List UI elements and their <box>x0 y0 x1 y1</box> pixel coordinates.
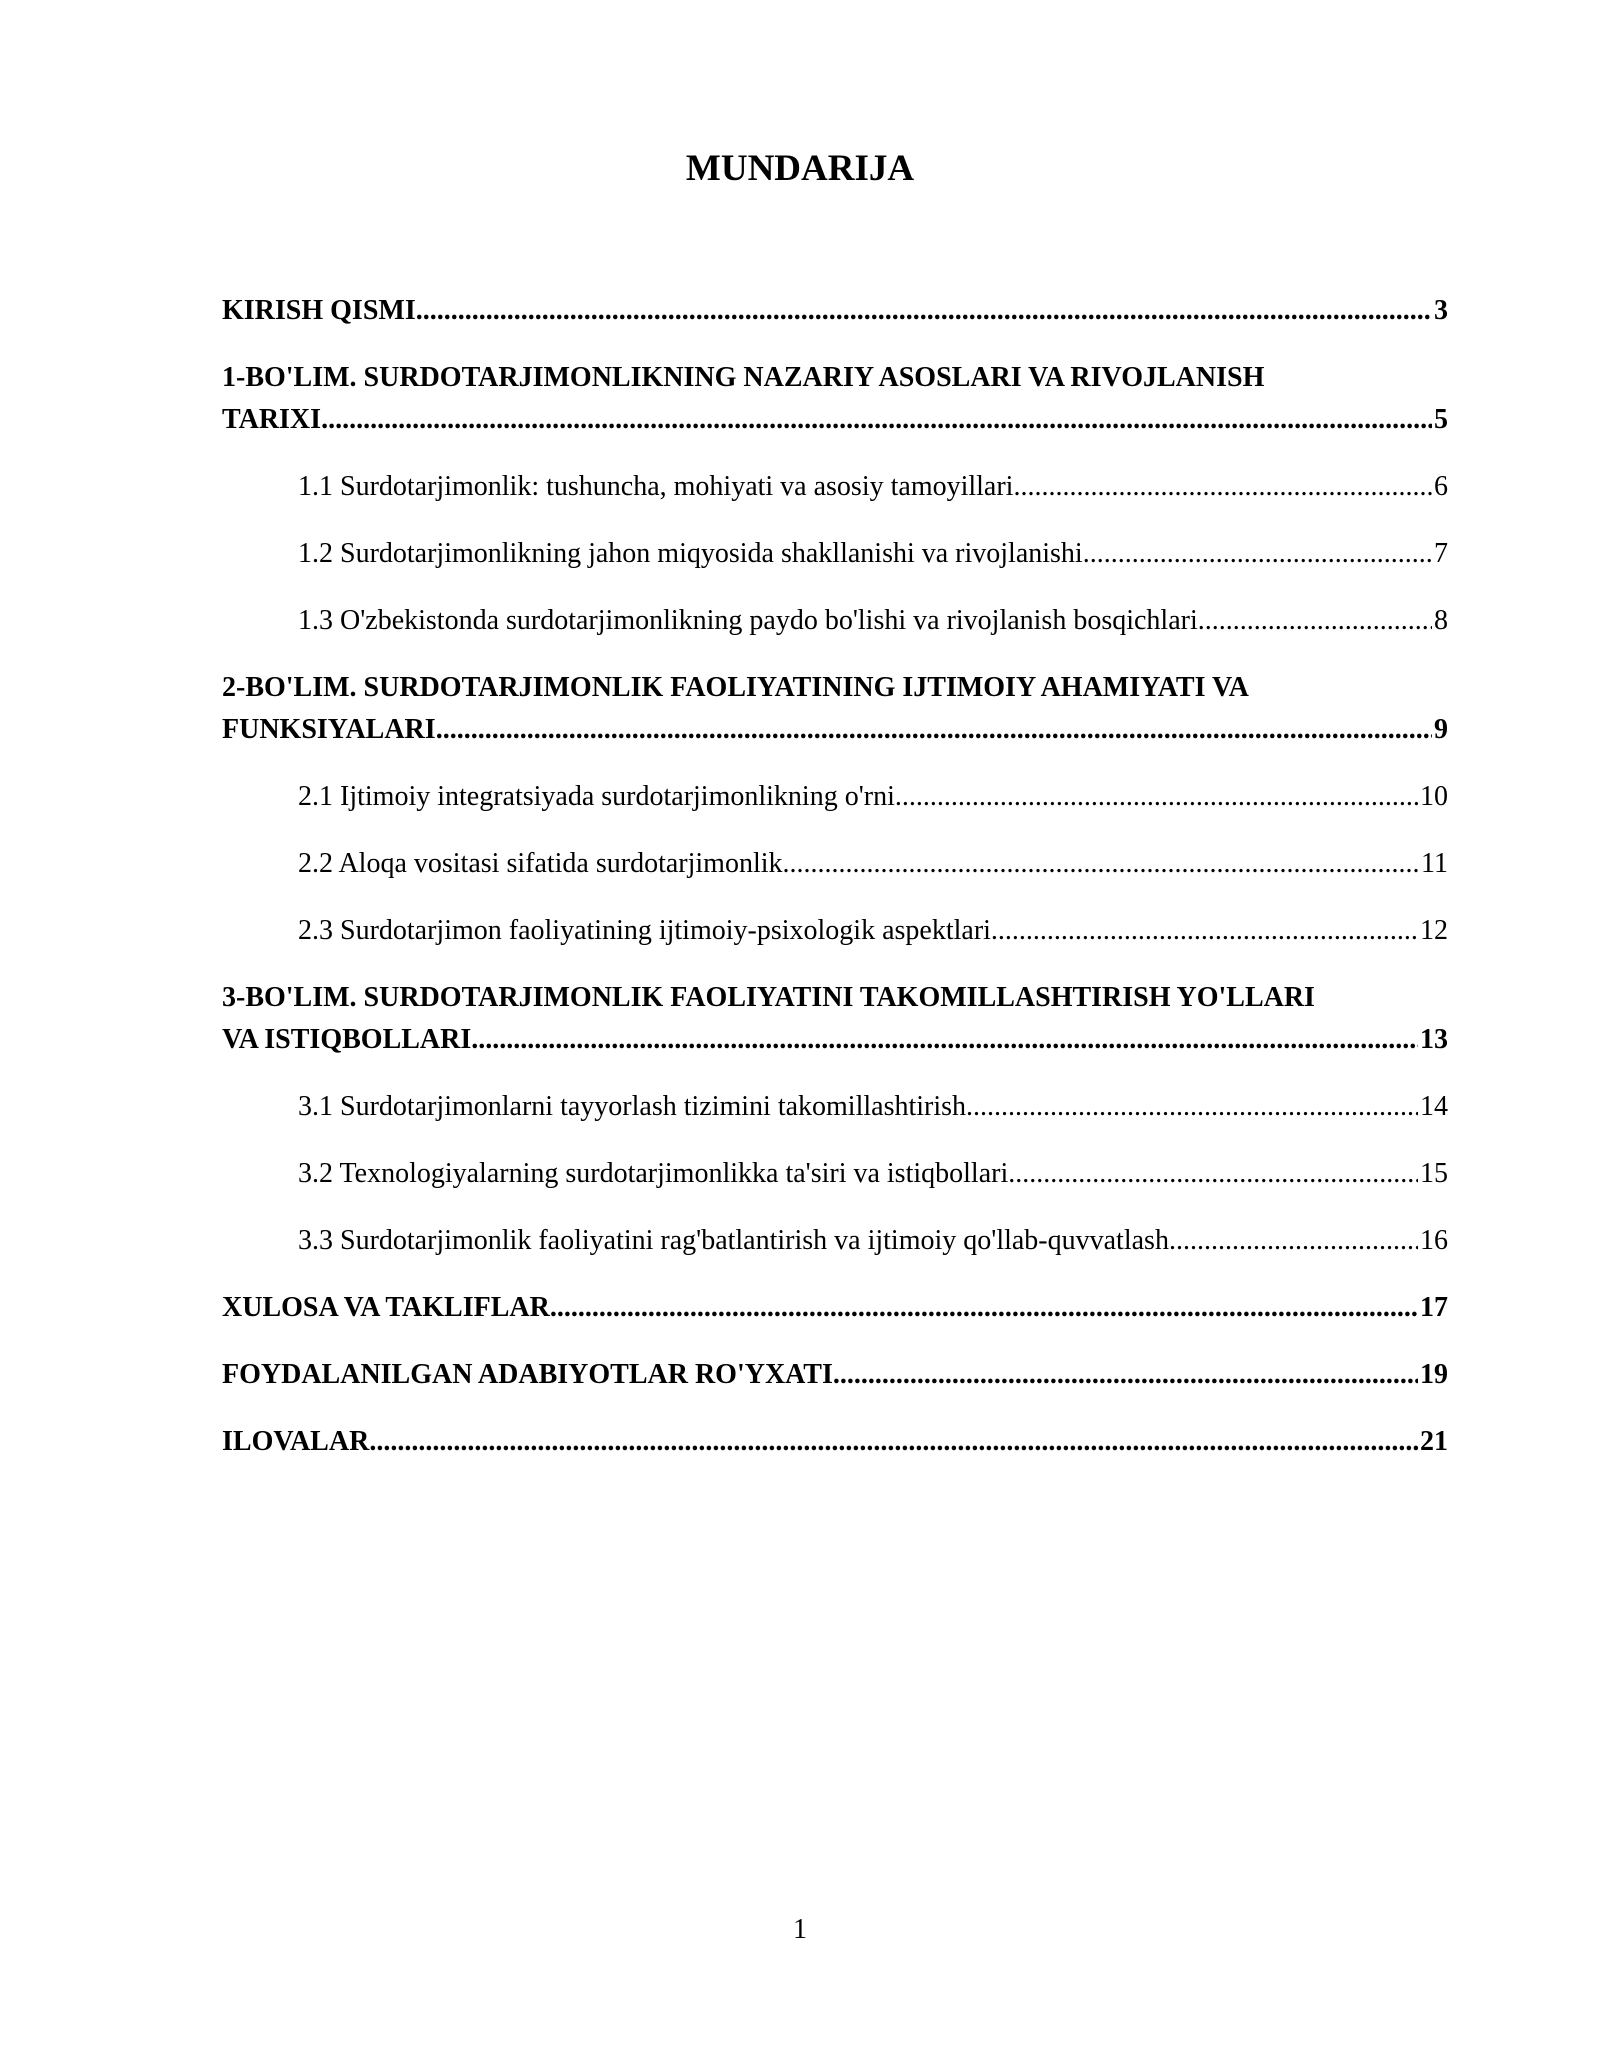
toc-entry-page-number: 12 <box>1420 915 1448 946</box>
dot-leader <box>1008 1153 1418 1195</box>
toc-entry-title: FOYDALANILGAN ADABIYOTLAR RO'YXATI <box>222 1359 833 1390</box>
toc-entry-leader-line <box>222 399 1448 441</box>
toc-entry-title: TARIXI <box>222 404 322 435</box>
toc-entry[interactable] <box>222 1220 1448 1262</box>
toc-entry-title: 3.2 Texnologiyalarning surdotarjimonlikka ta'siri va istiqbollari <box>298 1158 1009 1189</box>
toc-entry-leader-line <box>222 1287 1448 1329</box>
toc-entry-title: 1.3 O'zbekistonda surdotarjimonlikning paydo bo'lishi va rivojlanish bosqichlari <box>298 605 1198 636</box>
toc-entry-title: 2.1 Ijtimoiy integratsiyada surdotarjimonlikning o'rni <box>298 781 895 812</box>
toc-entry-page-number: 14 <box>1420 1091 1448 1122</box>
toc-entry-leader-line <box>222 290 1448 332</box>
toc-entry[interactable] <box>222 667 1448 751</box>
toc-entry-page-number: 13 <box>1420 1024 1448 1055</box>
dot-leader <box>991 910 1418 952</box>
dot-leader <box>369 1421 1418 1463</box>
toc-entry-leader-line <box>298 776 1448 818</box>
toc-entry-page-number: 6 <box>1434 471 1448 502</box>
toc-entry-title: FUNKSIYALARI <box>222 714 436 745</box>
toc-entry[interactable] <box>222 1421 1448 1463</box>
toc-entry-page-number: 9 <box>1434 714 1448 745</box>
toc-entry-page-number: 7 <box>1434 538 1448 569</box>
toc-entry-title: KIRISH QISMI <box>222 295 416 326</box>
toc-entry-title: 1.1 Surdotarjimonlik: tushuncha, mohiyati va asosiy tamoyillari <box>298 471 1014 502</box>
dot-leader <box>895 776 1418 818</box>
toc-entry[interactable] <box>222 1287 1448 1329</box>
toc-entry[interactable] <box>222 1086 1448 1128</box>
toc-entry-page-number: 16 <box>1420 1225 1448 1256</box>
dot-leader <box>783 843 1420 885</box>
dot-leader <box>436 709 1432 751</box>
toc-entry-page-number: 5 <box>1434 404 1448 435</box>
toc-entry-title: 3.3 Surdotarjimonlik faoliyatini rag'batlantirish va ijtimoiy qo'llab-quvvatlash <box>298 1225 1169 1256</box>
toc-entry-title: ILOVALAR <box>222 1426 370 1457</box>
dot-leader <box>1169 1220 1418 1262</box>
toc-entry[interactable] <box>222 1354 1448 1396</box>
toc-entry-page-number: 19 <box>1420 1359 1448 1390</box>
toc-entry-page-number: 15 <box>1420 1158 1448 1189</box>
toc-entry[interactable] <box>222 843 1448 885</box>
toc-entry-leader-line <box>298 843 1448 885</box>
toc-entry[interactable] <box>222 290 1448 332</box>
toc-entry-leader-line <box>298 600 1448 642</box>
toc-entry-title-line: 2-BO'LIM. SURDOTARJIMONLIK FAOLIYATINING IJTIMOIY AHAMIYATI VA <box>222 672 1249 703</box>
footer-page-number: 1 <box>793 1914 807 1945</box>
toc-entry[interactable] <box>222 910 1448 952</box>
dot-leader <box>1198 600 1432 642</box>
dot-leader <box>471 1019 1418 1061</box>
toc-entry[interactable] <box>222 600 1448 642</box>
toc-entry-leader-line <box>222 1354 1448 1396</box>
toc-entry-page-number: 11 <box>1421 848 1448 879</box>
toc-entry-page-number: 8 <box>1434 605 1448 636</box>
toc-entry-leader-line <box>298 533 1448 575</box>
toc-entry-page-number: 17 <box>1420 1292 1448 1323</box>
table-of-contents <box>222 290 1448 1488</box>
toc-entry-leader-line <box>298 466 1448 508</box>
dot-leader <box>966 1086 1418 1128</box>
toc-entry[interactable] <box>222 357 1448 441</box>
toc-entry-title: VA ISTIQBOLLARI <box>222 1024 472 1055</box>
toc-entry[interactable] <box>222 533 1448 575</box>
toc-entry-title: XULOSA VA TAKLIFLAR <box>222 1292 550 1323</box>
toc-entry-title: 3.1 Surdotarjimonlarni tayyorlash tizimini takomillashtirish <box>298 1091 967 1122</box>
toc-entry-page-number: 3 <box>1434 295 1448 326</box>
toc-entry-leader-line <box>222 709 1448 751</box>
dot-leader <box>1083 533 1432 575</box>
toc-entry-leader-line <box>298 910 1448 952</box>
toc-entry[interactable] <box>222 466 1448 508</box>
toc-entry-title: 1.2 Surdotarjimonlikning jahon miqyosida shakllanishi va rivojlanishi <box>298 538 1083 569</box>
dot-leader <box>416 290 1432 332</box>
toc-entry-page-number: 10 <box>1420 781 1448 812</box>
toc-entry-page-number: 21 <box>1420 1426 1448 1457</box>
toc-entry-title: 2.3 Surdotarjimon faoliyatining ijtimoiy-psixologik aspektlari <box>298 915 991 946</box>
page-title: MUNDARIJA <box>685 148 915 189</box>
toc-entry-leader-line <box>298 1086 1448 1128</box>
toc-entry[interactable] <box>222 776 1448 818</box>
toc-entry-leader-line <box>298 1220 1448 1262</box>
dot-leader <box>1013 466 1432 508</box>
dot-leader <box>550 1287 1418 1329</box>
toc-entry-title-line: 3-BO'LIM. SURDOTARJIMONLIK FAOLIYATINI TAKOMILLASHTIRISH YO'LLARI <box>222 982 1315 1013</box>
toc-entry[interactable] <box>222 1153 1448 1195</box>
toc-entry-leader-line <box>298 1153 1448 1195</box>
toc-entry-title: 2.2 Aloqa vositasi sifatida surdotarjimonlik <box>298 848 783 879</box>
toc-entry[interactable] <box>222 977 1448 1061</box>
toc-entry-leader-line <box>222 1421 1448 1463</box>
toc-entry-leader-line <box>222 1019 1448 1061</box>
dot-leader <box>833 1354 1418 1396</box>
dot-leader <box>321 399 1432 441</box>
toc-entry-title-line: 1-BO'LIM. SURDOTARJIMONLIKNING NAZARIY ASOSLARI VA RIVOJLANISH <box>222 362 1265 393</box>
